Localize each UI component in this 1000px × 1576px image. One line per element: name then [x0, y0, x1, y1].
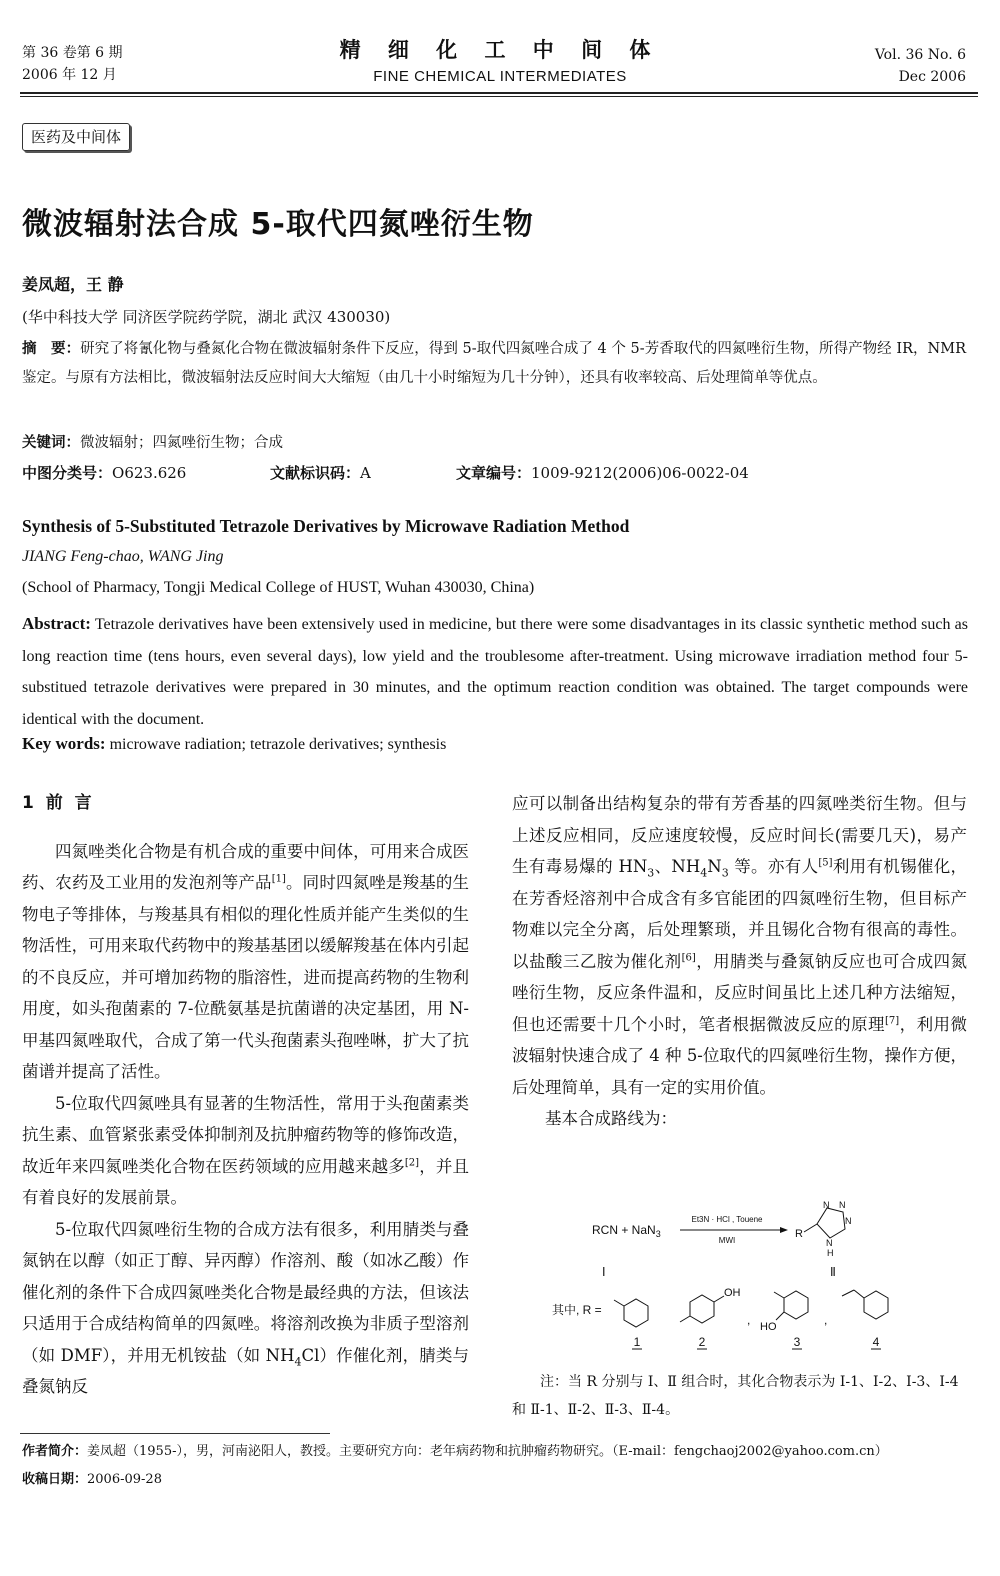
issue-info-en: [875, 44, 966, 88]
ring-atom: N: [839, 1200, 846, 1210]
english-abstract: [22, 608, 968, 735]
benzene-ring-4: [842, 1290, 888, 1319]
received-value: 2006-09-28: [87, 1472, 162, 1487]
date-cn: 2006 年 12 月: [22, 67, 117, 83]
reactant-text: RCN + NaN$_3$: [592, 1223, 661, 1239]
journal-title: [0, 34, 1000, 85]
doc-code-label: 文献标识码：: [270, 464, 361, 482]
ring-atom: N: [826, 1238, 833, 1248]
benzene-ring-2: [680, 1287, 741, 1323]
abstract-text: 研究了将氰化物与叠氮化合物在微波辐射条件下反应，得到 5-取代四氮唑合成了 4 个 5-芳香取代的四氮唑衍生物，所得产物经 IR，NMR 鉴定。与原有方法相比，微波辐射法反应时间大大缩短（由几十小时缩短为几十分钟），还具有收率较高、后处理简单等优点。: [22, 341, 966, 386]
abstract-label: 摘 要：: [22, 341, 81, 357]
body-right-column: [512, 788, 967, 1135]
citation: [6]: [681, 952, 696, 963]
english-keywords-text: microwave radiation; tetrazole derivatives; synthesis: [105, 736, 447, 753]
keywords-text: 微波辐射；四氮唑衍生物；合成: [80, 435, 283, 451]
citation: [2]: [404, 1157, 420, 1168]
header-rule-thin: [20, 96, 978, 97]
label-compound-II: Ⅱ: [830, 1265, 836, 1279]
footer-rule: [20, 1433, 330, 1434]
article-no-value: 1009-9212(2006)06-0022-04: [531, 464, 749, 482]
scheme-caption: 基本合成路线为：: [545, 1109, 677, 1128]
hydroxyl-label: HO: [760, 1321, 777, 1333]
hydroxyl-label: OH: [724, 1287, 741, 1299]
compound-number: 2: [698, 1335, 706, 1349]
received-date: [22, 1466, 888, 1494]
affiliation: (华中科技大学 同济医学院药学院，湖北 武汉 430030): [22, 308, 391, 326]
tetrazole-structure: [795, 1200, 852, 1258]
body-left-column: [22, 788, 469, 1403]
scheme-note: 注：当 R 分别与 Ⅰ、Ⅱ 组合时，其化合物表示为 Ⅰ-1、Ⅰ-2、Ⅰ-3、Ⅰ-4 和 Ⅱ-1、Ⅱ-2、Ⅱ-3、Ⅱ-4。: [512, 1374, 959, 1418]
english-affiliation: (School of Pharmacy, Tongji Medical College of HUST, Wuhan 430030, China): [22, 579, 535, 596]
english-keywords-label: Key words:: [22, 734, 106, 753]
reaction-scheme: [512, 1196, 967, 1366]
clc-label: 中图分类号：: [22, 464, 113, 482]
paragraph: 5-位取代四氮唑具有显著的生物活性，常用于头孢菌素类抗生素、血管紧张素受体抑制剂及抗肿瘤药物等的修饰改造，故近年来四氮唑类化合物在医药领域的应用越来越多[2]，并且有着良好的发展前景。: [22, 1093, 470, 1207]
author-bio-label: 作者简介：: [22, 1444, 88, 1459]
paragraph: 四氮唑类化合物是有机合成的重要中间体，可用来合成医药、农药及工业用的发泡剂等产品[1]。同时四氮唑是羧基的生物电子等排体，与羧基具有相似的理化性质并能产生类似的生物活性，可用来取代药物中的羧基基团以缓解羧基在体内引起的不良反应，并可增加药物的脂溶性，进而提高药物的生物利用度，如头孢菌素的 7-位酰氨基是抗菌谱的决定基团，用 N-甲基四氮唑取代，合成了第一代头孢菌素头孢唑啉，扩大了抗菌谱并提高了活性。: [22, 841, 470, 1081]
authors: 姜凤超，王 静: [22, 275, 124, 294]
citation: [7]: [885, 1015, 900, 1026]
doc-code-value: A: [360, 464, 371, 482]
article-title: 微波辐射法合成 5-取代四氮唑衍生物: [22, 207, 534, 242]
keywords-cn: [22, 431, 283, 452]
english-authors: JIANG Feng-chao, WANG Jing: [22, 548, 224, 565]
section-tag: 医药及中间体: [22, 123, 130, 151]
english-title: Synthesis of 5-Substituted Tetrazole Derivatives by Microwave Radiation Method: [22, 516, 630, 536]
keywords-label: 关键词：: [22, 435, 80, 451]
reaction-conditions: Et3N · HCl , Touene: [691, 1215, 763, 1224]
ring-atom: N: [845, 1216, 852, 1226]
volume-en: Vol. 36 No. 6: [874, 47, 966, 63]
label-compound-I: Ⅰ: [602, 1265, 606, 1279]
header-rule: [20, 92, 978, 94]
benzene-ring-3: [760, 1291, 808, 1333]
ring-atom: H: [827, 1248, 834, 1258]
paragraph: 应可以制备出结构复杂的带有芳香基的四氮唑类衍生物。但与上述反应相同，反应速度较慢，反应时间长(需要几天)，易产生有毒易爆的 $HN_3$、$NH_4N_3$ 等。亦有人[5]利用有机锡催化，在芳香烃溶剂中合成含有多官能团的四氮唑衍生物，但目标产物难以完全分离，后处理繁琐，并且锡化合物有很高的毒性。以盐酸三乙胺为催化剂[6]，用腈类与叠氮钠反应也可合成四氮唑衍生物，反应条件温和，反应时间虽比上述几种方法缩短，但也还需要十几个小时，笔者根据微波反应的原理[7]，利用微波辐射快速合成了 4 种 5-位取代的四氮唑衍生物，操作方便，后处理简单，具有一定的实用价值。: [512, 794, 968, 1097]
compound-number: 3: [793, 1335, 801, 1349]
clc-value: O623.626: [112, 464, 187, 482]
author-bio-text: 姜凤超（1955-），男，河南泌阳人，教授。主要研究方向：老年病药物和抗肿瘤药物研究。（E-mail：fengchaoj2002@yahoo.com.cn）: [87, 1444, 888, 1459]
citation: [1]: [271, 873, 286, 885]
ring-atom: N: [823, 1200, 830, 1210]
volume-cn: 第 36 卷第 6 期: [22, 45, 123, 61]
date-en: Dec 2006: [898, 69, 966, 85]
svg-text:,: ,: [747, 1313, 751, 1327]
paragraph: 5-位取代四氮唑衍生物的合成方法有很多，利用腈类与叠氮钠在以醇（如正丁醇、异丙醇）作溶剂、酸（如冰乙酸）作催化剂的条件下合成四氮唑类化合物是最经典的方法，但该法只适用于合成结构简单的四氮唑。将溶剂改换为非质子型溶剂（如 DMF），并用无机铵盐（如 $NH_4Cl$）作催化剂，腈类与叠氮钠反: [22, 1219, 469, 1396]
citation: [5]: [818, 857, 833, 869]
english-abstract-label: Abstract:: [22, 614, 91, 633]
article-no-label: 文章编号：: [456, 464, 532, 482]
english-abstract-text: Tetrazole derivatives have been extensively used in medicine, but there were some disadvantages in its classic synthetic method such as long reaction time (tens hours, even several days), low yield and the troublesome after-treatment. Using microwave irradiation method four 5-substitued tetrazole derivatives were prepared in 30 minutes, and the optimum reaction condition was obtained. The target compounds were identical with the document.: [22, 616, 968, 728]
section-heading: 1 前 言: [22, 793, 92, 813]
svg-text:,: ,: [824, 1313, 828, 1327]
r-substituent-label: 其中, R =: [552, 1303, 602, 1317]
benzene-ring-1: [614, 1299, 648, 1327]
author-bio: [22, 1438, 888, 1466]
compound-number: 1: [633, 1335, 641, 1349]
classification-row: [22, 462, 972, 483]
journal-name-en: FINE CHEMICAL INTERMEDIATES: [373, 68, 627, 85]
received-label: 收稿日期：: [22, 1472, 88, 1487]
english-keywords: [22, 734, 446, 754]
abstract-cn: [22, 335, 966, 393]
journal-name-cn: 精 细 化 工 中 间 体: [339, 38, 661, 62]
product-r: R: [795, 1228, 803, 1240]
footer: [22, 1438, 888, 1494]
reaction-condition-mwi: MWI: [718, 1236, 736, 1245]
compound-number: 4: [872, 1335, 880, 1349]
arrow-head: [780, 1227, 788, 1233]
